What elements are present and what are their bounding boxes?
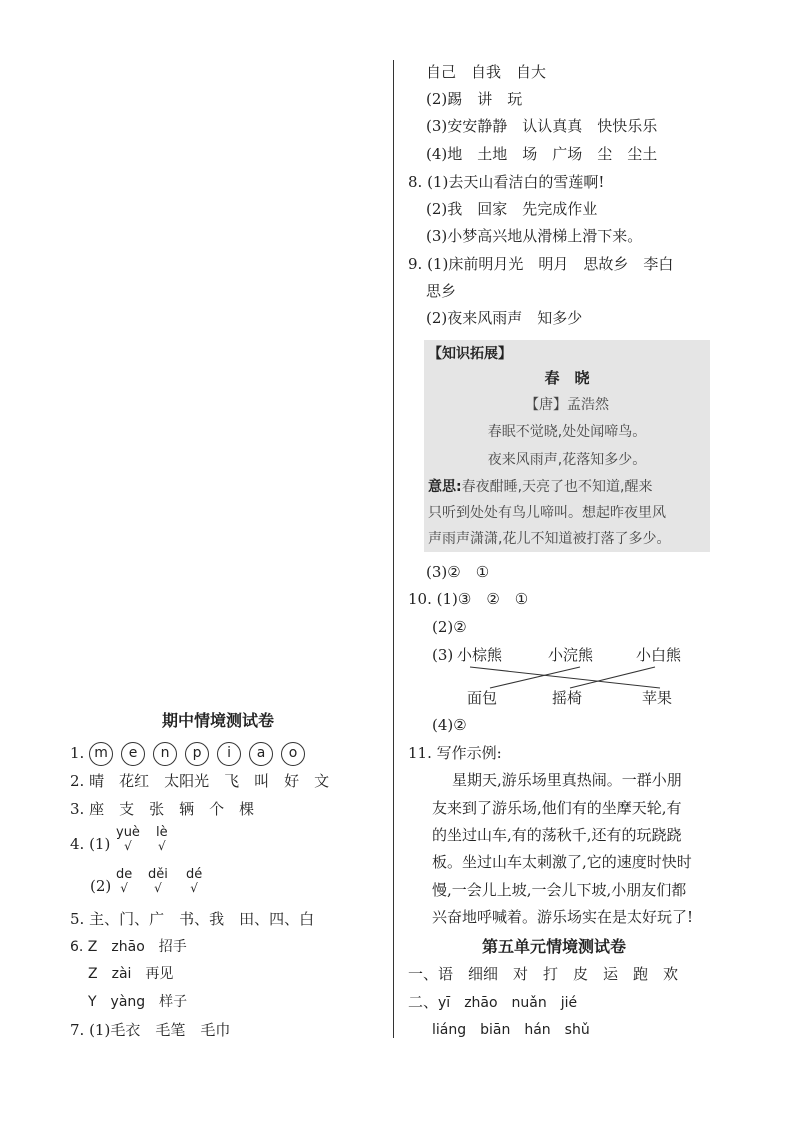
answer-line: (2)我 回家 先完成作业 (426, 200, 598, 218)
q4-prefix: 4. (1) (70, 835, 111, 853)
answer-line (408, 992, 577, 1013)
q4-prefix: (2) (90, 877, 112, 895)
pinyin-text: de (116, 867, 133, 882)
answer-line: 10. (1)③ ② ① (408, 590, 529, 608)
answer-line: (3)② ① (426, 563, 490, 581)
match-bottom-item: 摇椅 (552, 689, 583, 707)
circled-letter: m (89, 742, 113, 766)
answer-line: (2)② (432, 618, 467, 636)
answer-line: (4)地 土地 场 广场 尘 尘土 (426, 145, 658, 163)
essay-line: 友来到了游乐场,他们有的坐摩天轮,有 (432, 799, 682, 817)
pinyin-text: lè (156, 825, 168, 840)
pinyin-check (116, 826, 140, 852)
essay-line: 兴奋地呼喊着。游乐场实在是太好玩了! (432, 908, 694, 926)
essay-line: 慢,一会儿上坡,一会儿下坡,小朋友们都 (432, 881, 687, 899)
match-top-item: 小浣熊 (548, 646, 594, 664)
answer-line: (3)安安静静 认认真真 快快乐乐 (426, 117, 658, 135)
pinyin-check (116, 868, 132, 894)
answer-line: 8. (1)去天山看洁白的雪莲啊! (408, 173, 605, 191)
answer-line: Z zài 再见 (88, 966, 174, 982)
answer-line: 7. (1)毛衣 毛笔 毛巾 (70, 1021, 231, 1039)
pinyin-text: dé (186, 867, 203, 882)
answer-line: 11. 写作示例: (408, 744, 502, 762)
match-bottom-item: 面包 (467, 689, 498, 707)
pinyin-line: liáng biān hán shǔ (432, 1022, 590, 1038)
poem-author: 【唐】孟浩然 (525, 397, 609, 413)
answer-line: 6. Z zhāo 招手 (70, 939, 187, 955)
circled-letter: n (153, 742, 177, 766)
answer-line: 3. 座 支 张 辆 个 棵 (70, 800, 255, 818)
answer-line: Y yàng 样子 (88, 994, 188, 1010)
pinyin-text: yī zhāo nuǎn jié (438, 995, 578, 1011)
answer-line: 5. 主、门、广 书、我 田、四、白 (70, 910, 315, 928)
pinyin-text: děi (148, 867, 168, 882)
match-top-item: 小白熊 (636, 646, 682, 664)
midterm-title: 期中情境测试卷 (162, 711, 275, 730)
pinyin-check (156, 826, 168, 852)
poem-line: 春眠不觉晓,处处闻啼鸟。 (487, 424, 647, 440)
meaning-text: 春夜酣睡,天亮了也不知道,醒来 (461, 479, 653, 495)
match-line (570, 667, 655, 688)
answer-line: 9. (1)床前明月光 明月 思故乡 李白 (408, 255, 674, 273)
knowledge-header: 【知识拓展】 (428, 346, 512, 362)
pinyin-text: yuè (116, 825, 140, 840)
circled-letter: i (217, 742, 241, 766)
check-mark-icon: √ (120, 881, 128, 895)
match-bottom-item: 苹果 (642, 689, 673, 707)
check-mark-icon: √ (190, 881, 198, 895)
answer-line: 一、语 细细 对 打 皮 运 跑 欢 (408, 965, 679, 983)
pinyin-check (186, 868, 202, 894)
circled-letter: p (185, 742, 209, 766)
poem-title: 春 晓 (544, 369, 590, 387)
check-mark-icon: √ (154, 881, 162, 895)
q1-line (70, 741, 313, 766)
unit5-title: 第五单元情境测试卷 (482, 937, 627, 956)
check-mark-icon: √ (157, 839, 166, 853)
circled-letter: o (281, 742, 305, 766)
answer-line: (3)小梦高兴地从滑梯上滑下来。 (426, 227, 643, 245)
meaning-label: 意思: (428, 479, 462, 495)
answer-line: (4)② (432, 716, 467, 734)
answer-prefix: 二、 (408, 993, 439, 1011)
answer-line: 2. 晴 花红 太阳光 飞 叫 好 文 (70, 772, 330, 790)
match-prefix: (3) (432, 646, 454, 664)
pinyin-check (148, 868, 168, 894)
q1-prefix: 1. (70, 744, 85, 762)
answer-line: (2)踢 讲 玩 (426, 90, 523, 108)
circled-letter: e (121, 742, 145, 766)
essay-line: 星期天,游乐场里真热闹。一群小朋 (452, 771, 682, 789)
circled-letter: a (249, 742, 273, 766)
meaning-line: 声雨声潇潇,花儿不知道被打落了多少。 (428, 531, 671, 547)
answer-line: (2)夜来风雨声 知多少 (426, 309, 583, 327)
meaning-line: 只听到处处有鸟儿啼叫。想起昨夜里风 (428, 505, 666, 521)
essay-line: 板。坐过山车太刺激了,它的速度时快时 (432, 853, 692, 871)
poem-line: 夜来风雨声,花落知多少。 (487, 452, 647, 468)
essay-line: 的坐过山车,有的荡秋千,还有的玩跷跷 (432, 826, 682, 844)
match-top-item: 小棕熊 (457, 646, 503, 664)
answer-line: 自己 自我 自大 (426, 63, 547, 81)
answer-line: 思乡 (426, 282, 457, 300)
check-mark-icon: √ (124, 839, 132, 853)
